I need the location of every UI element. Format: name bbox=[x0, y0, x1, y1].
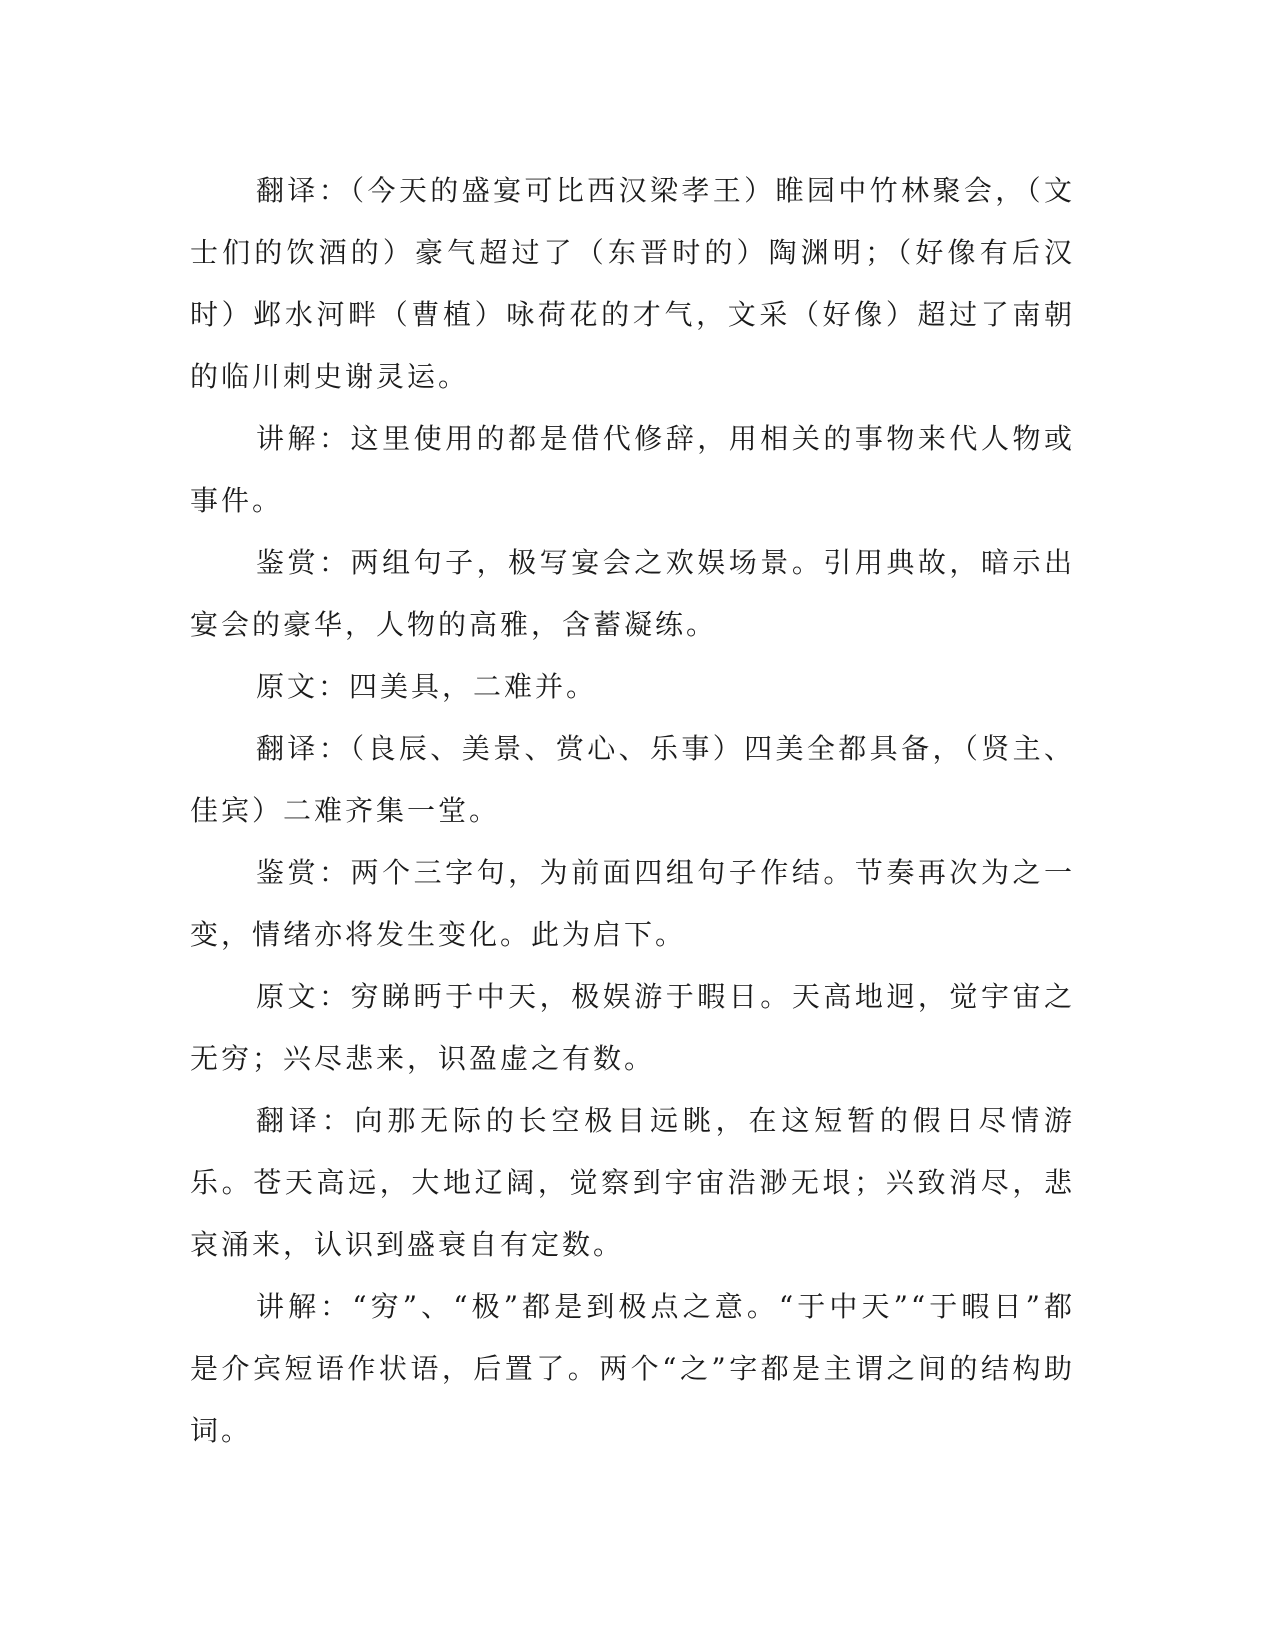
paragraph-appreciation-1: 鉴赏：两组句子，极写宴会之欢娱场景。引用典故，暗示出宴会的豪华，人物的高雅，含蓄凝练。 bbox=[190, 546, 1075, 641]
document-body bbox=[190, 160, 1075, 1462]
paragraph-translation-3: 翻译：向那无际的长空极目远眺，在这短暂的假日尽情游乐。苍天高远，大地辽阔，觉察到宇宙浩渺无垠；兴致消尽，悲哀涌来，认识到盛衰自有定数。 bbox=[190, 1104, 1075, 1261]
paragraph-explanation-2: 讲解：“穷”、“极”都是到极点之意。“于中天”“于暇日”都是介宾短语作状语，后置了。两个“之”字都是主谓之间的结构助词。 bbox=[190, 1290, 1075, 1447]
paragraph-translation-1: 翻译：（今天的盛宴可比西汉梁孝王）睢园中竹林聚会，（文士们的饮酒的）豪气超过了（东晋时的）陶渊明；（好像有后汉时）邺水河畔（曹植）咏荷花的才气，文采（好像）超过了南朝的临川刺史谢灵运。 bbox=[190, 174, 1075, 393]
paragraph-translation-2: 翻译：（良辰、美景、赏心、乐事）四美全都具备，（贤主、佳宾）二难齐集一堂。 bbox=[190, 732, 1075, 827]
paragraph-appreciation-2: 鉴赏：两个三字句，为前面四组句子作结。节奏再次为之一变，情绪亦将发生变化。此为启下。 bbox=[190, 856, 1075, 951]
paragraph-original-2: 原文：穷睇眄于中天，极娱游于暇日。天高地迥，觉宇宙之无穷；兴尽悲来，识盈虚之有数。 bbox=[190, 980, 1075, 1075]
paragraph-original-1: 原文：四美具，二难并。 bbox=[256, 670, 598, 703]
paragraph-explanation-1: 讲解：这里使用的都是借代修辞，用相关的事物来代人物或事件。 bbox=[190, 422, 1075, 517]
